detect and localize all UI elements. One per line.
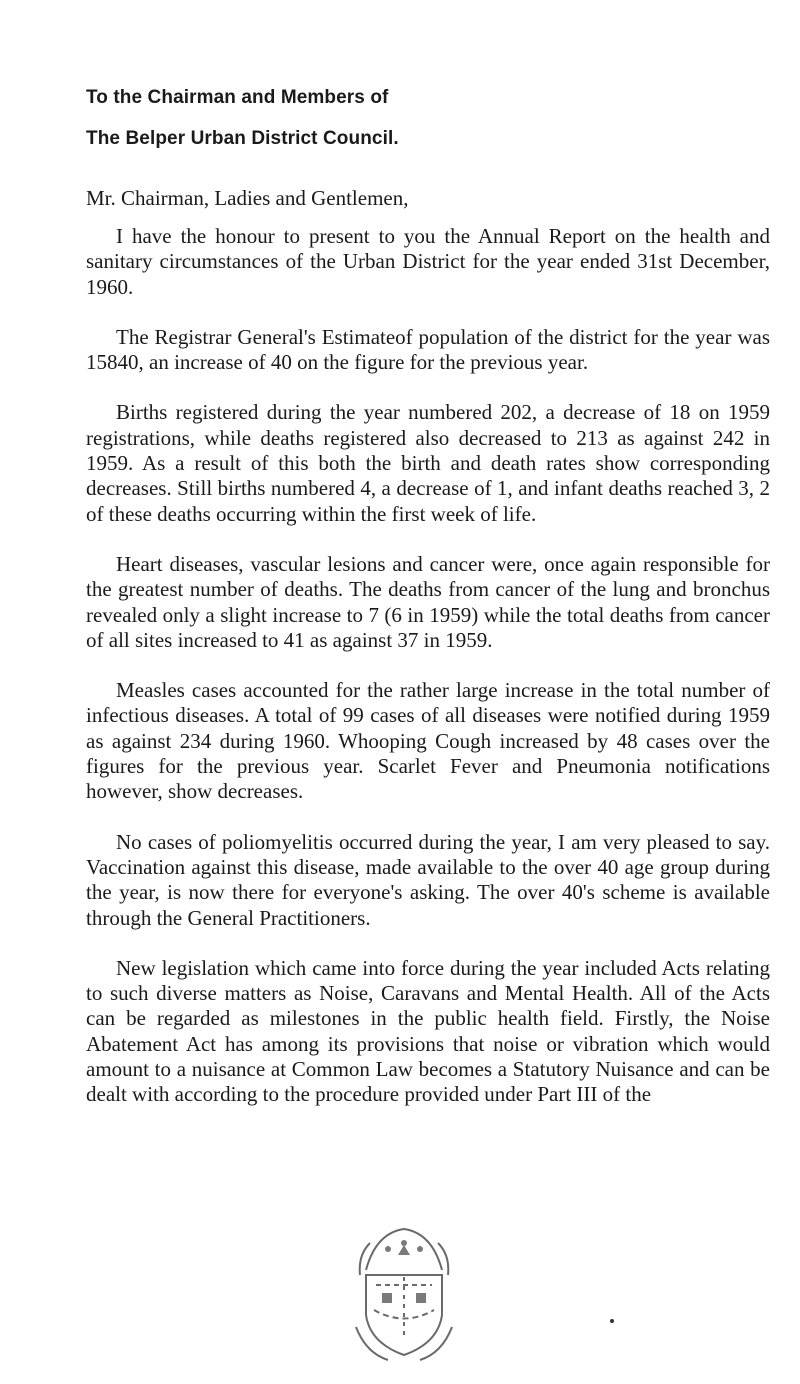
paragraph-poliomyelitis: No cases of poliomyelitis occurred during the year, I am very pleased to say. Vaccination against this disease, made available to the over 40 age group during the year, is now there for everyone's asking. The over 40's scheme is available through the General Practitioners. <box>86 829 770 930</box>
addressee-line-2: The Belper Urban District Council. <box>86 128 399 149</box>
addressee-line-1: To the Chairman and Members of <box>86 87 389 108</box>
page-mark <box>610 1319 614 1323</box>
paragraph-causes-of-death: Heart diseases, vascular lesions and cancer were, once again responsible for the greatest number of deaths. The deaths from cancer of the lung and bronchus revealed only a slight increase to 7 (6 in 1959) while the total deaths from cancer of all sites increased to 41 as against 37 in 1959. <box>86 551 770 652</box>
paragraph-introduction: I have the honour to present to you the Annual Report on the health and sanitary circumstances of the Urban District for the year ended 31st December, 1960. <box>86 224 770 299</box>
report-body <box>86 224 770 1133</box>
paragraph-births-deaths: Births registered during the year numbered 202, a decrease of 18 on 1959 registrations, while deaths registered also decreased to 213 as against 242 in 1959. As a result of this both the birth and death rates show corresponding decreases. Still births numbered 4, a decrease of 1, and infant deaths reached 3, 2 of these deaths occurring within the first week of life. <box>86 400 770 526</box>
paragraph-population: The Registrar General's Estimateof population of the district for the year was 15840, an increase of 40 on the figure for the previous year. <box>86 324 770 375</box>
salutation: Mr. Chairman, Ladies and Gentlemen, <box>86 186 409 210</box>
paragraph-legislation: New legislation which came into force during the year included Acts relating to such diverse matters as Noise, Caravans and Mental Health. All of the Acts can be regarded as milestones in the public health field. Firstly, the Noise Abatement Act has among its provisions that noise or vibration which would amount to a nuisance at Common Law becomes a Statutory Nuisance and can be dealt with according to the procedure provided under Part III of the <box>86 955 770 1107</box>
crest-icon <box>336 1215 472 1365</box>
paragraph-infectious-diseases: Measles cases accounted for the rather large increase in the total number of infectious diseases. A total of 99 cases of all diseases were notified during 1959 as against 234 during 1960. Whooping Cough increased by 48 cases over the figures for the previous year. Scarlet Fever and Pneumonia notifications however, show decreases. <box>86 678 770 804</box>
